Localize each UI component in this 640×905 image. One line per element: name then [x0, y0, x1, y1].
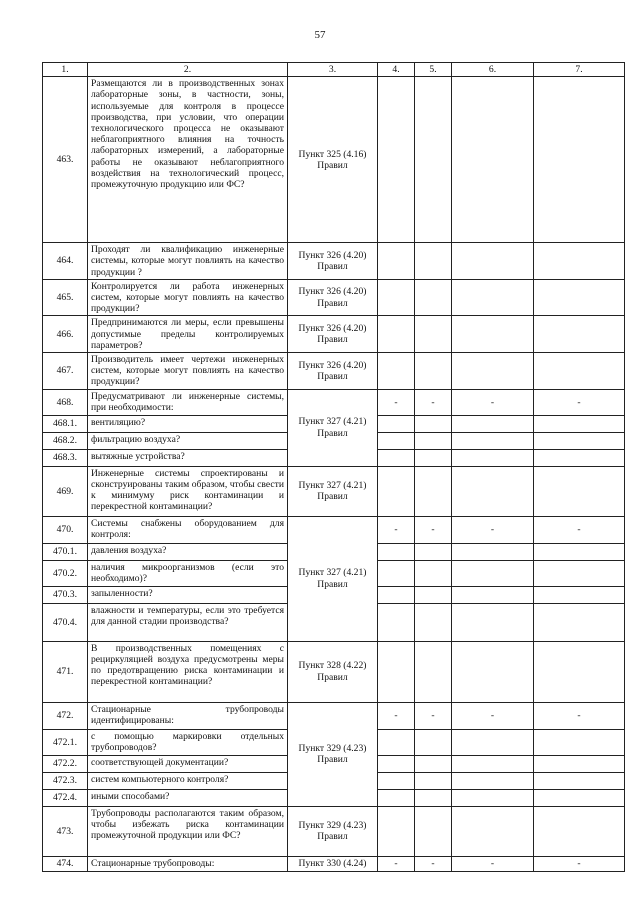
row-number: 467.	[43, 353, 88, 390]
answer-cell[interactable]	[415, 755, 452, 772]
answer-cell[interactable]	[534, 432, 625, 449]
answer-cell[interactable]	[534, 353, 625, 390]
answer-cell[interactable]	[534, 789, 625, 806]
row-number: 472.	[43, 702, 88, 729]
row-question: Размещаются ли в производственных зонах лабораторные зоны, в частности, зоны, используемые для контроля в процессе производства, при условии, что операции технологического процесса не оказывают неблагоприятного влияния на точность лабораторных измерений, а лабораторные работы не оказывают неблагоприятного воздействия на технологический процесс, промежуточную продукцию или ФС?	[88, 77, 288, 243]
row-number: 468.2.	[43, 432, 88, 449]
row-reference: Пункт 326 (4.20) Правил	[288, 353, 378, 390]
header-cell: 1.	[43, 63, 88, 77]
row-question: с помощью маркировки отдельных трубопроводов?	[88, 729, 288, 755]
answer-cell[interactable]	[452, 279, 534, 316]
table-row	[43, 389, 625, 415]
answer-cell[interactable]	[378, 543, 415, 560]
answer-cell[interactable]	[452, 641, 534, 702]
table-row	[43, 702, 625, 729]
answer-cell[interactable]	[452, 789, 534, 806]
answer-cell[interactable]	[452, 755, 534, 772]
answer-cell[interactable]	[534, 279, 625, 316]
row-question: Инженерные системы спроектированы и сконструированы таким образом, чтобы свести к минимуму риск контаминации и перекрестной контаминации?	[88, 466, 288, 516]
header-cell: 3.	[288, 63, 378, 77]
row-number: 474.	[43, 856, 88, 871]
table-row	[43, 279, 625, 316]
table-row	[43, 516, 625, 543]
answer-cell[interactable]	[452, 353, 534, 390]
dash-cell: -	[378, 702, 415, 729]
header-cell: 4.	[378, 63, 415, 77]
row-number: 466.	[43, 316, 88, 353]
answer-cell[interactable]	[415, 586, 452, 603]
header-cell: 7.	[534, 63, 625, 77]
row-reference: Пункт 327 (4.21) Правил	[288, 389, 378, 466]
answer-cell[interactable]	[452, 806, 534, 856]
row-number: 472.4.	[43, 789, 88, 806]
answer-cell[interactable]	[378, 806, 415, 856]
row-reference: Пункт 326 (4.20) Правил	[288, 279, 378, 316]
answer-cell[interactable]	[534, 77, 625, 243]
answer-cell[interactable]	[415, 316, 452, 353]
dash-cell: -	[534, 702, 625, 729]
dash-cell: -	[415, 516, 452, 543]
row-question: Производитель имеет чертежи инженерных систем, которые могут повлиять на качество продукции?	[88, 353, 288, 390]
table-row	[43, 243, 625, 280]
row-number: 470.2.	[43, 560, 88, 586]
dash-cell: -	[378, 856, 415, 871]
answer-cell[interactable]	[378, 586, 415, 603]
answer-cell[interactable]	[534, 806, 625, 856]
answer-cell[interactable]	[378, 432, 415, 449]
header-cell: 2.	[88, 63, 288, 77]
row-question: влажности и температуры, если это требуется для данной стадии производства?	[88, 603, 288, 641]
row-question: Предусматривают ли инженерные системы, при необходимости:	[88, 389, 288, 415]
row-reference: Пункт 326 (4.20) Правил	[288, 316, 378, 353]
answer-cell[interactable]	[534, 641, 625, 702]
row-number: 472.3.	[43, 772, 88, 789]
row-number: 463.	[43, 77, 88, 243]
dash-cell: -	[452, 516, 534, 543]
dash-cell: -	[452, 702, 534, 729]
answer-cell[interactable]	[452, 560, 534, 586]
answer-cell[interactable]	[415, 415, 452, 432]
row-reference: Пункт 326 (4.20) Правил	[288, 243, 378, 280]
row-question: Предпринимаются ли меры, если превышены допустимые пределы контролируемых параметров?	[88, 316, 288, 353]
table-row	[43, 641, 625, 702]
answer-cell[interactable]	[452, 77, 534, 243]
header-cell: 6.	[452, 63, 534, 77]
answer-cell[interactable]	[415, 243, 452, 280]
answer-cell[interactable]	[534, 415, 625, 432]
dash-cell: -	[534, 389, 625, 415]
answer-cell[interactable]	[415, 432, 452, 449]
row-number: 464.	[43, 243, 88, 280]
answer-cell[interactable]	[378, 603, 415, 641]
answer-cell[interactable]	[534, 755, 625, 772]
answer-cell[interactable]	[378, 729, 415, 755]
row-question: вентиляцию?	[88, 415, 288, 432]
row-question: Трубопроводы располагаются таким образом, чтобы избежать риска контаминации промежуточной продукции или ФС?	[88, 806, 288, 856]
table-row	[43, 353, 625, 390]
header-row	[43, 63, 625, 77]
answer-cell[interactable]	[452, 449, 534, 466]
row-reference: Пункт 330 (4.24)	[288, 856, 378, 871]
page-number: 57	[314, 29, 326, 41]
table-row	[43, 316, 625, 353]
row-number: 468.1.	[43, 415, 88, 432]
row-number: 470.	[43, 516, 88, 543]
answer-cell[interactable]	[415, 806, 452, 856]
answer-cell[interactable]	[378, 353, 415, 390]
answer-cell[interactable]	[378, 755, 415, 772]
row-number: 468.3.	[43, 449, 88, 466]
checklist-table	[42, 62, 625, 872]
row-number: 470.3.	[43, 586, 88, 603]
answer-cell[interactable]	[378, 316, 415, 353]
answer-cell[interactable]	[415, 729, 452, 755]
dash-cell: -	[452, 389, 534, 415]
row-reference: Пункт 325 (4.16) Правил	[288, 77, 378, 243]
answer-cell[interactable]	[378, 772, 415, 789]
row-reference: Пункт 329 (4.23) Правил	[288, 806, 378, 856]
dash-cell: -	[378, 516, 415, 543]
answer-cell[interactable]	[378, 243, 415, 280]
row-number: 472.1.	[43, 729, 88, 755]
table-row	[43, 466, 625, 516]
answer-cell[interactable]	[452, 432, 534, 449]
row-question: Системы снабжены оборудованием для контроля:	[88, 516, 288, 543]
answer-cell[interactable]	[452, 586, 534, 603]
answer-cell[interactable]	[452, 415, 534, 432]
answer-cell[interactable]	[534, 316, 625, 353]
answer-cell[interactable]	[378, 789, 415, 806]
answer-cell[interactable]	[415, 641, 452, 702]
row-number: 468.	[43, 389, 88, 415]
row-question: иными способами?	[88, 789, 288, 806]
dash-cell: -	[534, 516, 625, 543]
answer-cell[interactable]	[415, 543, 452, 560]
row-reference: Пункт 327 (4.21) Правил	[288, 466, 378, 516]
answer-cell[interactable]	[452, 772, 534, 789]
answer-cell[interactable]	[378, 466, 415, 516]
dash-cell: -	[415, 389, 452, 415]
row-reference: Пункт 328 (4.22) Правил	[288, 641, 378, 702]
row-question: Проходят ли квалификацию инженерные системы, которые могут повлиять на качество продукции ?	[88, 243, 288, 280]
answer-cell[interactable]	[378, 641, 415, 702]
answer-cell[interactable]	[415, 560, 452, 586]
row-number: 471.	[43, 641, 88, 702]
dash-cell: -	[415, 702, 452, 729]
header-cell: 5.	[415, 63, 452, 77]
answer-cell[interactable]	[378, 415, 415, 432]
row-question: вытяжные устройства?	[88, 449, 288, 466]
row-number: 470.4.	[43, 603, 88, 641]
table-row	[43, 806, 625, 856]
answer-cell[interactable]	[534, 603, 625, 641]
answer-cell[interactable]	[452, 543, 534, 560]
answer-cell[interactable]	[415, 789, 452, 806]
answer-cell[interactable]	[415, 772, 452, 789]
answer-cell[interactable]	[452, 603, 534, 641]
answer-cell[interactable]	[534, 729, 625, 755]
answer-cell[interactable]	[534, 449, 625, 466]
row-question: фильтрацию воздуха?	[88, 432, 288, 449]
row-reference: Пункт 327 (4.21) Правил	[288, 516, 378, 641]
answer-cell[interactable]	[415, 77, 452, 243]
answer-cell[interactable]	[534, 772, 625, 789]
answer-cell[interactable]	[378, 279, 415, 316]
answer-cell[interactable]	[415, 449, 452, 466]
answer-cell[interactable]	[452, 466, 534, 516]
answer-cell[interactable]	[378, 560, 415, 586]
row-question: запыленности?	[88, 586, 288, 603]
answer-cell[interactable]	[534, 543, 625, 560]
row-question: наличия микроорганизмов (если это необходимо)?	[88, 560, 288, 586]
dash-cell: -	[415, 856, 452, 871]
dash-cell: -	[452, 856, 534, 871]
row-question: давления воздуха?	[88, 543, 288, 560]
answer-cell[interactable]	[415, 603, 452, 641]
row-reference: Пункт 329 (4.23) Правил	[288, 702, 378, 806]
answer-cell[interactable]	[534, 560, 625, 586]
dash-cell: -	[378, 389, 415, 415]
row-question: Стационарные трубопроводы:	[88, 856, 288, 871]
row-number: 472.2.	[43, 755, 88, 772]
answer-cell[interactable]	[415, 279, 452, 316]
row-question: В производственных помещениях с рециркуляцией воздуха предусмотрены меры по предотвращению риска контаминации и перекрестной контаминации?	[88, 641, 288, 702]
answer-cell[interactable]	[534, 586, 625, 603]
table-row	[43, 77, 625, 243]
answer-cell[interactable]	[534, 466, 625, 516]
answer-cell[interactable]	[534, 243, 625, 280]
row-question: Стационарные трубопроводы идентифицированы:	[88, 702, 288, 729]
table-row	[43, 856, 625, 871]
row-number: 469.	[43, 466, 88, 516]
row-number: 473.	[43, 806, 88, 856]
answer-cell[interactable]	[452, 316, 534, 353]
answer-cell[interactable]	[415, 353, 452, 390]
answer-cell[interactable]	[378, 77, 415, 243]
row-question: систем компьютерного контроля?	[88, 772, 288, 789]
dash-cell: -	[534, 856, 625, 871]
row-number: 465.	[43, 279, 88, 316]
answer-cell[interactable]	[378, 449, 415, 466]
answer-cell[interactable]	[452, 243, 534, 280]
row-question: соответствующей документации?	[88, 755, 288, 772]
answer-cell[interactable]	[415, 466, 452, 516]
row-number: 470.1.	[43, 543, 88, 560]
answer-cell[interactable]	[452, 729, 534, 755]
row-question: Контролируется ли работа инженерных систем, которые могут повлиять на качество продукции?	[88, 279, 288, 316]
